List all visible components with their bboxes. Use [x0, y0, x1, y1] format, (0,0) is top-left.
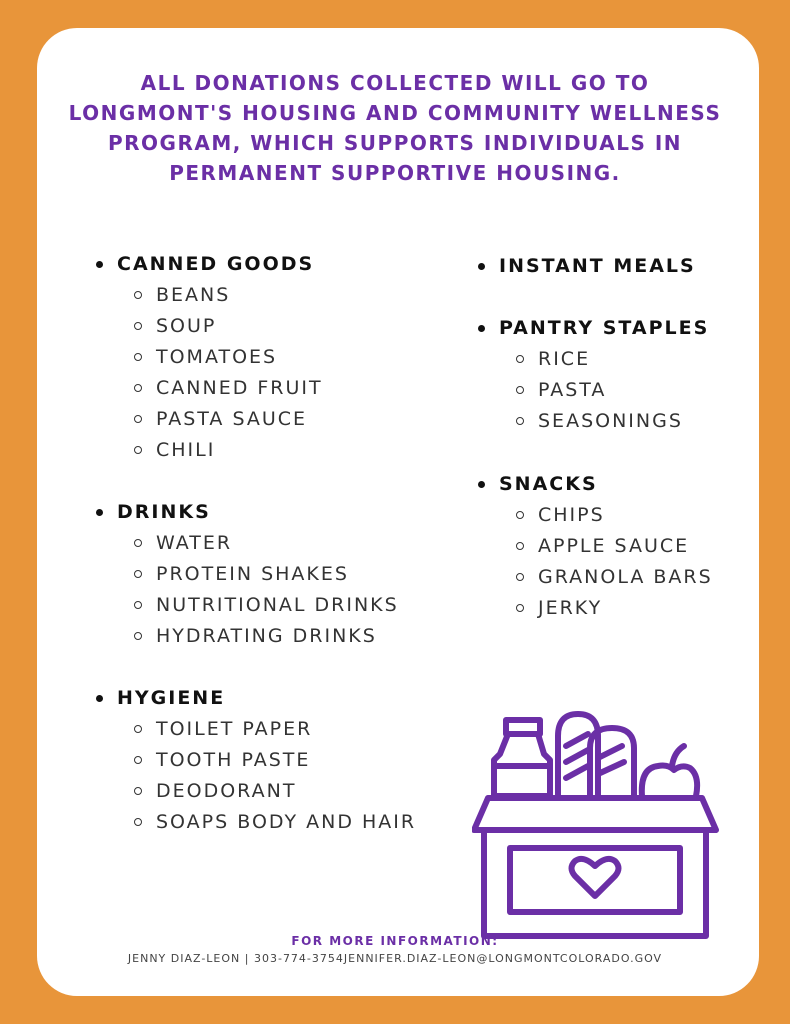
list-item-label: SOUP: [156, 314, 217, 337]
list-item: [478, 343, 709, 374]
circle-bullet-icon: [134, 415, 142, 423]
list-item: [478, 561, 713, 592]
list-item-label: JERKY: [538, 596, 603, 619]
bullet-icon: [478, 481, 485, 488]
list-item-label: CHILI: [156, 438, 216, 461]
circle-bullet-icon: [134, 570, 142, 578]
group-title: [478, 313, 709, 343]
intro-line-2: LONGMONT'S HOUSING AND COMMUNITY WELLNESS: [68, 101, 722, 125]
group-title-label: CANNED GOODS: [117, 253, 315, 275]
list-item-label: NUTRITIONAL DRINKS: [156, 593, 399, 616]
list-item-label: SOAPS BODY AND HAIR: [156, 810, 417, 833]
list-item: [96, 589, 399, 620]
list-item: [478, 405, 709, 436]
group-title: [96, 497, 399, 527]
list-item-label: CHIPS: [538, 503, 605, 526]
list-item-label: GRANOLA BARS: [538, 565, 713, 588]
list-item: [96, 558, 399, 589]
circle-bullet-icon: [134, 601, 142, 609]
circle-bullet-icon: [134, 322, 142, 330]
group-title-label: DRINKS: [117, 501, 211, 523]
donation-box-icon: [472, 710, 722, 940]
circle-bullet-icon: [134, 818, 142, 826]
list-item-label: TOMATOES: [156, 345, 278, 368]
circle-bullet-icon: [134, 291, 142, 299]
group-canned-goods: [96, 249, 323, 465]
list-item: [96, 372, 323, 403]
list-item-label: DEODORANT: [156, 779, 297, 802]
group-instant-meals: [478, 251, 696, 281]
list-item: [96, 310, 323, 341]
list-item-label: TOILET PAPER: [156, 717, 313, 740]
group-hygiene: [96, 683, 416, 837]
list-item-label: PROTEIN SHAKES: [156, 562, 349, 585]
footer: [0, 932, 790, 968]
circle-bullet-icon: [516, 573, 524, 581]
list-item-label: WATER: [156, 531, 233, 554]
group-title-label: PANTRY STAPLES: [499, 317, 710, 339]
group-title-label: SNACKS: [499, 473, 598, 495]
bullet-icon: [478, 325, 485, 332]
group-drinks: [96, 497, 399, 651]
circle-bullet-icon: [516, 386, 524, 394]
list-item: [96, 744, 416, 775]
circle-bullet-icon: [516, 604, 524, 612]
circle-bullet-icon: [516, 542, 524, 550]
circle-bullet-icon: [516, 355, 524, 363]
list-item-label: SEASONINGS: [538, 409, 683, 432]
group-title: [478, 251, 696, 281]
intro-text: [0, 68, 790, 188]
list-item: [96, 713, 416, 744]
circle-bullet-icon: [516, 417, 524, 425]
list-item: [96, 279, 323, 310]
list-item: [478, 592, 713, 623]
circle-bullet-icon: [134, 539, 142, 547]
list-item: [96, 341, 323, 372]
circle-bullet-icon: [134, 353, 142, 361]
circle-bullet-icon: [134, 725, 142, 733]
list-item: [96, 806, 416, 837]
list-item-label: APPLE SAUCE: [538, 534, 690, 557]
group-snacks: [478, 469, 713, 623]
footer-contact: JENNY DIAZ-LEON | 303-774-3754JENNIFER.DIAZ-LEON@LONGMONTCOLORADO.GOV: [127, 952, 663, 965]
list-item: [96, 434, 323, 465]
circle-bullet-icon: [134, 446, 142, 454]
list-item-label: BEANS: [156, 283, 231, 306]
list-item: [96, 620, 399, 651]
list-item: [96, 775, 416, 806]
group-title-label: HYGIENE: [117, 687, 226, 709]
list-item-label: HYDRATING DRINKS: [156, 624, 377, 647]
group-title: [96, 683, 416, 713]
list-item: [96, 527, 399, 558]
list-item: [478, 530, 713, 561]
group-title-label: INSTANT MEALS: [499, 255, 696, 277]
circle-bullet-icon: [516, 511, 524, 519]
list-item: [478, 374, 709, 405]
list-item: [96, 403, 323, 434]
list-item-label: PASTA SAUCE: [156, 407, 308, 430]
circle-bullet-icon: [134, 384, 142, 392]
circle-bullet-icon: [134, 787, 142, 795]
group-title: [478, 469, 713, 499]
group-pantry-staples: [478, 313, 709, 436]
circle-bullet-icon: [134, 632, 142, 640]
bullet-icon: [478, 263, 485, 270]
bullet-icon: [96, 261, 103, 268]
bullet-icon: [96, 509, 103, 516]
group-title: [96, 249, 323, 279]
footer-title: FOR MORE INFORMATION:: [291, 934, 499, 948]
circle-bullet-icon: [134, 756, 142, 764]
intro-line-1: ALL DONATIONS COLLECTED WILL GO TO: [140, 71, 650, 95]
list-item-label: PASTA: [538, 378, 607, 401]
list-item-label: RICE: [538, 347, 591, 370]
bullet-icon: [96, 695, 103, 702]
list-item: [478, 499, 713, 530]
intro-line-4: PERMANENT SUPPORTIVE HOUSING.: [169, 161, 621, 185]
intro-line-3: PROGRAM, WHICH SUPPORTS INDIVIDUALS IN: [107, 131, 683, 155]
list-item-label: TOOTH PASTE: [156, 748, 311, 771]
list-item-label: CANNED FRUIT: [156, 376, 323, 399]
